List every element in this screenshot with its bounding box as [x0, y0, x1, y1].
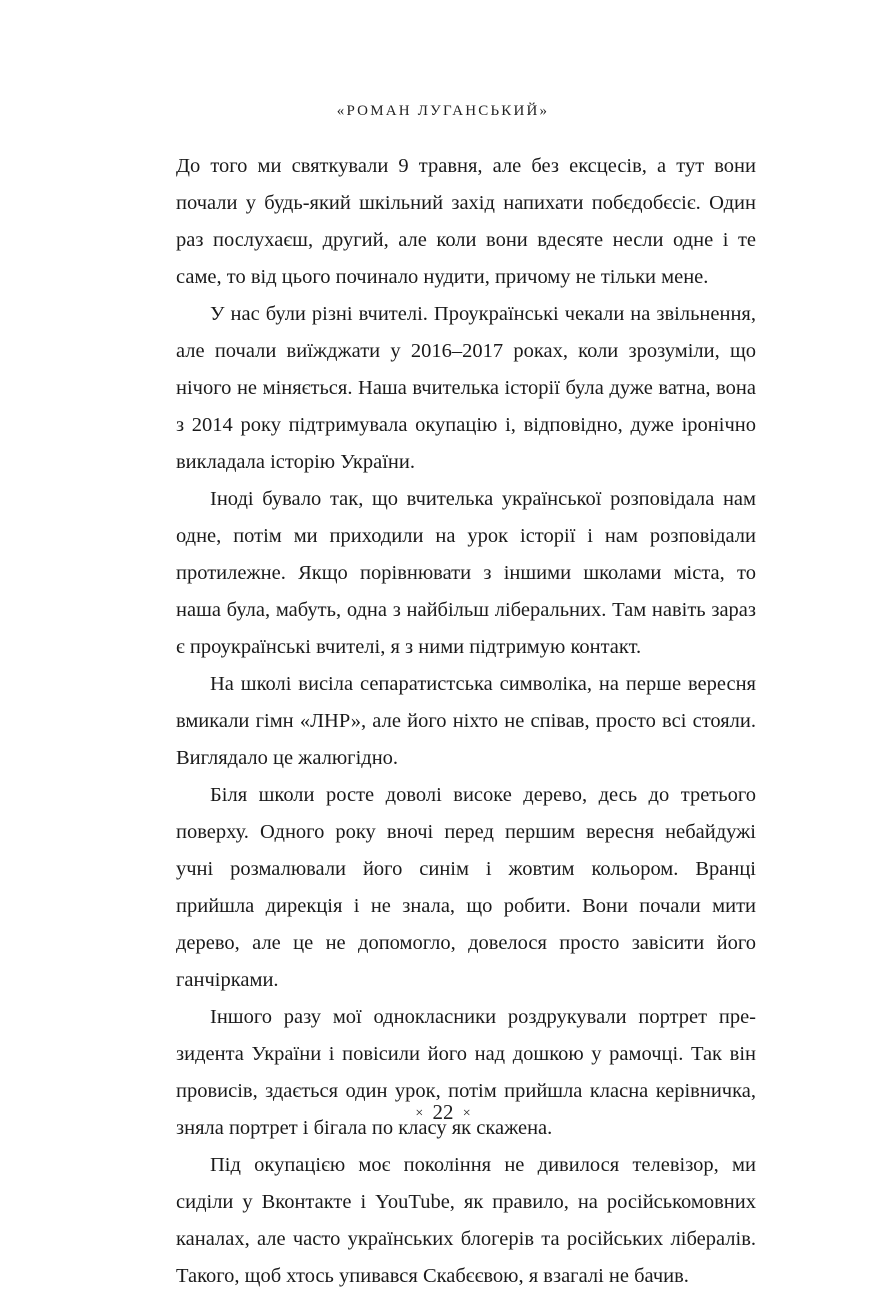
- ornament-right-icon: ×: [462, 1106, 471, 1121]
- page-folio: [0, 1100, 886, 1125]
- paragraph: У нас були різні вчителі. Проукраїнські чекали на звільнення, але почали виїжджати у 2016–2017 роках, коли зрозуміли, що нічого не міняється. Наша вчителька історії була дуже ватна, вона з 2014 року підтримувала окупацію і, відповідно, дуже іронічно викладала історію України.: [176, 303, 756, 473]
- paragraph: Під окупацією моє покоління не дивилося телевізор, ми сиділи у Вконтакте і YouTube, як правило, на російськомовних каналах, але часто українських блогерів та російських лібералів. Такого, щоб хтось упивався Скабєєвою, я взагалі не бачив.: [176, 1154, 756, 1287]
- paragraph: До того ми святкували 9 травня, але без ексцесів, а тут вони почали у будь-який шкільний захід напихати побєдобєсіє. Один раз послухаєш, другий, але коли вони вдесяте несли одне і те саме, то від цього починало нудити, причому не тільки мене.: [176, 155, 756, 288]
- page-number: 22: [432, 1100, 454, 1124]
- ornament-left-icon: ×: [415, 1106, 424, 1121]
- paragraph: На школі висіла сепаратистська символіка, на перше вересня вмикали гімн «ЛНР», але його ніхто не співав, просто всі стояли. Виглядало це жалюгідно.: [176, 673, 756, 769]
- paragraph: Іншого разу мої однокласники роздрукували портрет президента України і повісили його над дошкою у рамочці. Так він провисів, здається один урок, потім прийшла класна керівничка, зняла портрет і бігала по класу як скажена.: [176, 1006, 756, 1139]
- running-head-title: «РОМАН ЛУГАНСЬКИЙ»: [336, 103, 550, 119]
- paragraph: Іноді бувало так, що вчителька української розповідала нам одне, потім ми приходили на урок історії і нам розповідали протилежне. Якщо порівнювати з іншими школами міста, то наша була, мабуть, одна з найбільш ліберальних. Там навіть зараз є проукраїнські вчителі, я з ними підтримую контакт.: [176, 488, 756, 658]
- paragraph: Біля школи росте доволі високе дерево, десь до третього поверху. Одного року вночі перед першим вересня небайдужі учні розмалювали його синім і жовтим кольором. Вранці прийшла дирекція і не знала, що робити. Вони почали мити дерево, але це не допомогло, довелося просто завісити його ганчірками.: [176, 784, 756, 991]
